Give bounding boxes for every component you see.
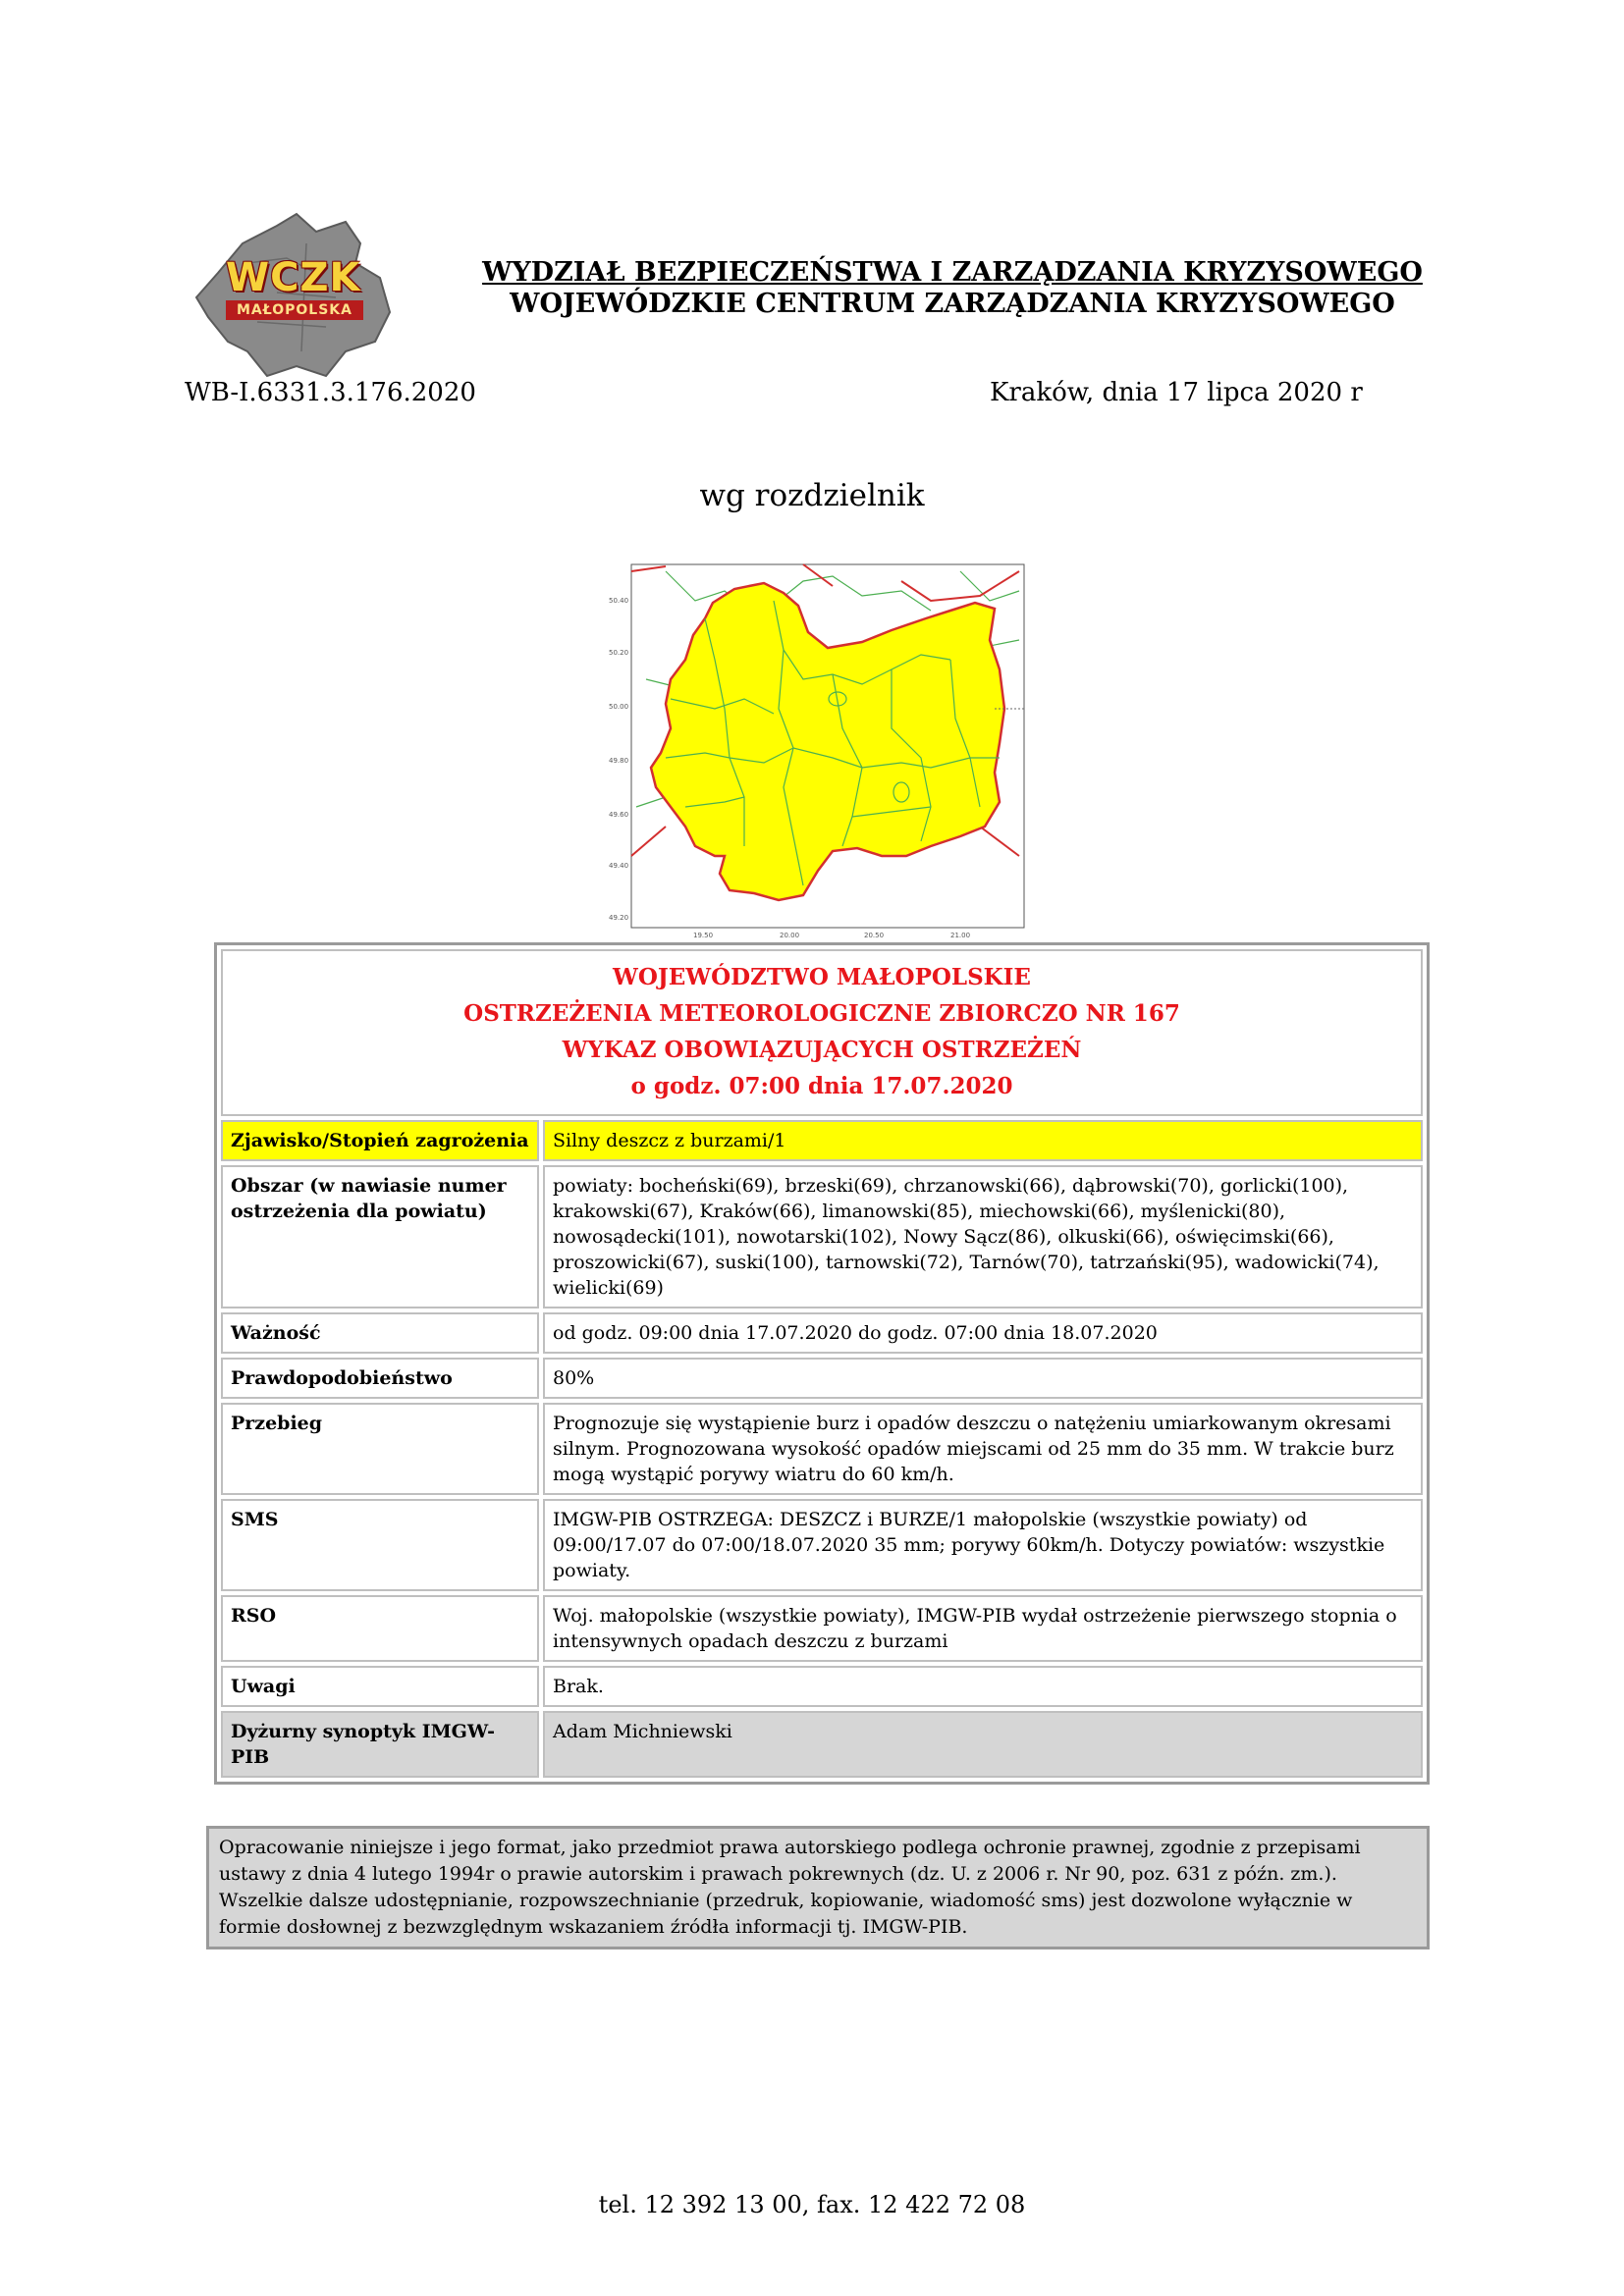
row-label: Prawdopodobieństwo [221,1358,539,1399]
table-row-area [221,1165,1423,1308]
warning-table [214,942,1430,1785]
table-row-rso [221,1595,1423,1662]
row-label: RSO [221,1595,539,1662]
lat-tick: 49.60 [609,811,629,819]
footer-contact: tel. 12 392 13 00, fax. 12 422 72 08 [598,2191,1026,2218]
table-row-probability [221,1358,1423,1399]
row-label: Zjawisko/Stopień zagrożenia [221,1120,539,1161]
row-value: 80% [543,1358,1423,1399]
title-line: WYKAZ OBOWIĄZUJĄCYCH OSTRZEŻEŃ [562,1037,1082,1063]
lat-tick: 50.40 [609,597,629,605]
copyright-notice [206,1826,1430,1949]
department-header [461,257,1443,320]
title-line: WOJEWÓDZTWO MAŁOPOLSKIE [613,964,1031,990]
table-row-course [221,1403,1423,1495]
lon-tick: 21.00 [950,932,971,938]
table-row-validity [221,1312,1423,1354]
lon-tick: 20.50 [864,932,885,938]
logo-subtitle: MAŁOPOLSKA [226,300,363,320]
wczk-logo [189,204,405,381]
lat-tick: 50.20 [609,649,629,657]
warning-map [607,561,1029,938]
department-name: WYDZIAŁ BEZPIECZEŃSTWA I ZARZĄDZANIA KRYZYSOWEGO [482,257,1423,288]
row-label: Uwagi [221,1666,539,1707]
lat-tick: 49.80 [609,757,629,765]
row-value: od godz. 09:00 dnia 17.07.2020 do godz. 07:00 dnia 18.07.2020 [543,1312,1423,1354]
centre-name: WOJEWÓDZKIE CENTRUM ZARZĄDZANIA KRYZYSOWEGO [510,289,1395,319]
row-label: Obszar (w nawiasie numer ostrzeżenia dla powiatu) [221,1165,539,1308]
row-value: Prognozuje się wystąpienie burz i opadów deszczu o natężeniu umiarkowanym okresami silnym. Prognozowana wysokość opadów miejscami od 25 mm do 35 mm. W trakcie burz mogą wystąpić porywy wiatru do 60 km/h. [543,1403,1423,1495]
lon-tick: 19.50 [693,932,714,938]
lat-tick: 49.20 [609,914,629,922]
lon-tick: 20.00 [780,932,800,938]
title-line: OSTRZEŻENIA METEOROLOGICZNE ZBIORCZO NR 167 [463,1000,1180,1027]
row-label: SMS [221,1499,539,1591]
table-row-forecaster [221,1711,1423,1778]
warning-title [221,949,1423,1116]
lat-tick: 50.00 [609,703,629,711]
copyright-paragraph: Wszelkie dalsze udostępnianie, rozpowszechnianie (przedruk, kopiowanie, wiadomość sms) jest dozwolone wyłącznie w formie dosłownej z bezwzględnym wskazaniem źródła informacji tj. IMGW-PIB. [219,1890,1353,1938]
row-value: IMGW-PIB OSTRZEGA: DESZCZ i BURZE/1 małopolskie (wszystkie powiaty) od 09:00/17.07 do 07:00/18.07.2020 35 mm; porywy 60km/h. Dotyczy powiatów: wszystkie powiaty. [543,1499,1423,1591]
table-row-remarks [221,1666,1423,1707]
reference-number: WB-I.6331.3.176.2020 [185,378,476,407]
table-row-sms [221,1499,1423,1591]
row-label: Dyżurny synoptyk IMGW-PIB [221,1711,539,1778]
copyright-paragraph: Opracowanie niniejsze i jego format, jako przedmiot prawa autorskiego podlega ochronie prawnej, zgodnie z przepisami ustawy z dnia 4 lutego 1994r o prawie autorskim i prawach pokrewnych (dz. U. z 2006 r. Nr 90, poz. 631 z późn. zm.). [219,1837,1361,1885]
voivodeship-map-svg [607,561,1029,938]
row-label: Ważność [221,1312,539,1354]
title-line: o godz. 07:00 dnia 17.07.2020 [630,1073,1013,1099]
lat-tick: 49.40 [609,862,629,870]
row-value: Brak. [543,1666,1423,1707]
row-value: Woj. małopolskie (wszystkie powiaty), IMGW-PIB wydał ostrzeżenie pierwszego stopnia o intensywnych opadach deszczu z burzami [543,1595,1423,1662]
logo-text: WCZK [226,255,361,300]
row-value: Adam Michniewski [543,1711,1423,1778]
row-value: powiaty: bocheński(69), brzeski(69), chrzanowski(66), dąbrowski(70), gorlicki(100), krakowski(67), Kraków(66), limanowski(85), miechowski(66), myślenicki(80), nowosądecki(101), nowotarski(102), Nowy Sącz(86), olkuski(66), oświęcimski(66), proszowicki(67), suski(100), tarnowski(72), Tarnów(70), tatrzański(95), wadowicki(74), wielicki(69) [543,1165,1423,1308]
place-date: Kraków, dnia 17 lipca 2020 r [990,378,1363,407]
table-row-phenomenon [221,1120,1423,1161]
row-value: Silny deszcz z burzami/1 [543,1120,1423,1161]
distribution-note: wg rozdzielnik [699,478,925,513]
row-label: Przebieg [221,1403,539,1495]
